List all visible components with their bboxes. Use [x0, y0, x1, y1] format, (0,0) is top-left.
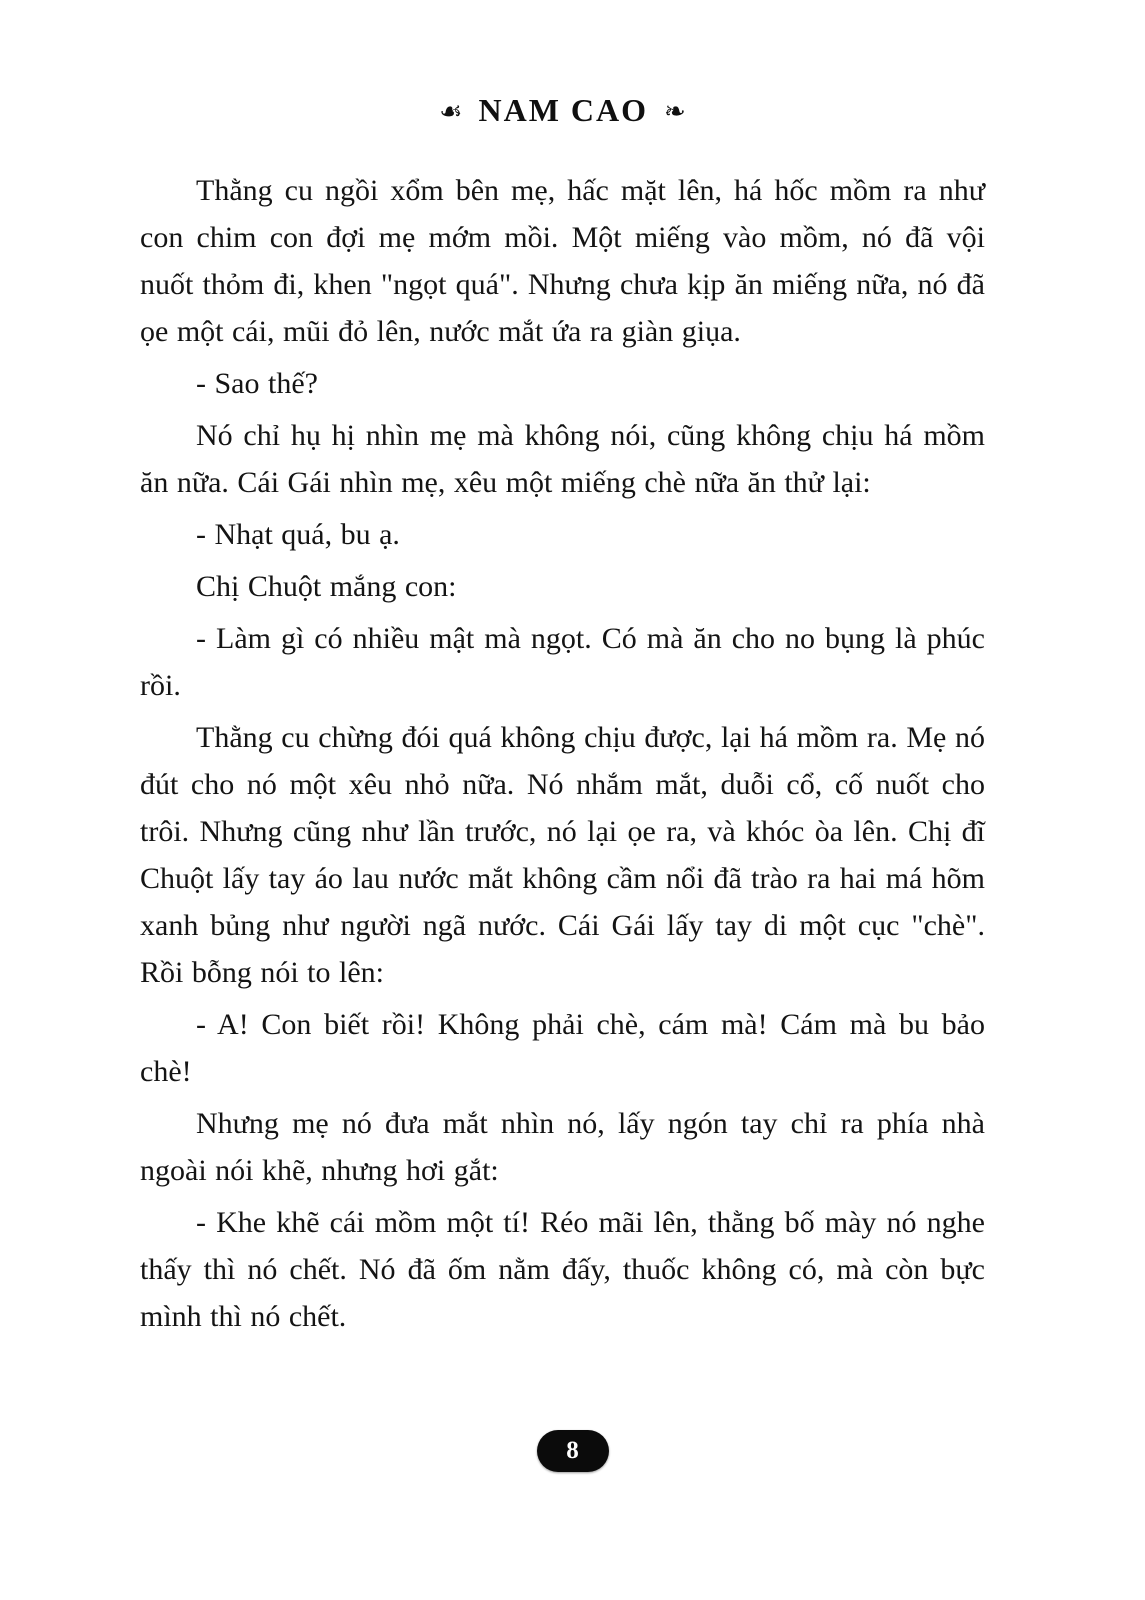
page-header: [140, 92, 985, 129]
paragraph-dialogue: - Sao thế?: [196, 367, 318, 400]
page-footer: [0, 1430, 1145, 1472]
page-body: [140, 167, 985, 1340]
author-title: NAM CAO: [478, 92, 649, 128]
page-number-badge: [537, 1430, 609, 1472]
paragraph-dialogue: - Làm gì có nhiều mật mà ngọt. Có mà ăn cho no bụng là phúc rồi.: [140, 622, 985, 702]
fleuron-left-icon: ☙: [439, 96, 463, 126]
page-number: 8: [566, 1437, 579, 1464]
paragraph: Thằng cu chừng đói quá không chịu được, lại há mồm ra. Mẹ nó đút cho nó một xêu nhỏ nữa. Nó nhắm mắt, duỗi cổ, cố nuốt cho trôi. Nhưng cũng như lần trước, nó lại ọe ra, và khóc òa lên. Chị đĩ Chuột lấy tay áo lau nước mắt không cầm nổi đã trào ra hai má hõm xanh bủng như người ngã nước. Cái Gái lấy tay di một cục "chè". Rồi bỗng nói to lên:: [140, 721, 985, 989]
paragraph-dialogue: - Khe khẽ cái mồm một tí! Réo mãi lên, thằng bố mày nó nghe thấy thì nó chết. Nó đã ốm nằm đấy, thuốc không có, mà còn bực mình thì nó chết.: [140, 1206, 985, 1333]
paragraph-dialogue: - Nhạt quá, bu ạ.: [196, 518, 400, 551]
paragraph: Nó chỉ hụ hị nhìn mẹ mà không nói, cũng không chịu há mồm ăn nữa. Cái Gái nhìn mẹ, xêu một miếng chè nữa ăn thử lại:: [140, 419, 985, 499]
paragraph: Nhưng mẹ nó đưa mắt nhìn nó, lấy ngón tay chỉ ra phía nhà ngoài nói khẽ, nhưng hơi gắt:: [140, 1107, 985, 1187]
paragraph: Thằng cu ngồi xổm bên mẹ, hấc mặt lên, há hốc mồm ra như con chim con đợi mẹ mớm mồi. Một miếng vào mồm, nó đã vội nuốt thỏm đi, khen "ngọt quá". Nhưng chưa kịp ăn miếng nữa, nó đã ọe một cái, mũi đỏ lên, nước mắt ứa ra giàn giụa.: [140, 174, 985, 348]
paragraph: Chị Chuột mắng con:: [196, 570, 457, 603]
fleuron-right-icon: ❧: [664, 96, 686, 126]
paragraph-dialogue: - A! Con biết rồi! Không phải chè, cám mà! Cám mà bu bảo chè!: [140, 1008, 985, 1088]
